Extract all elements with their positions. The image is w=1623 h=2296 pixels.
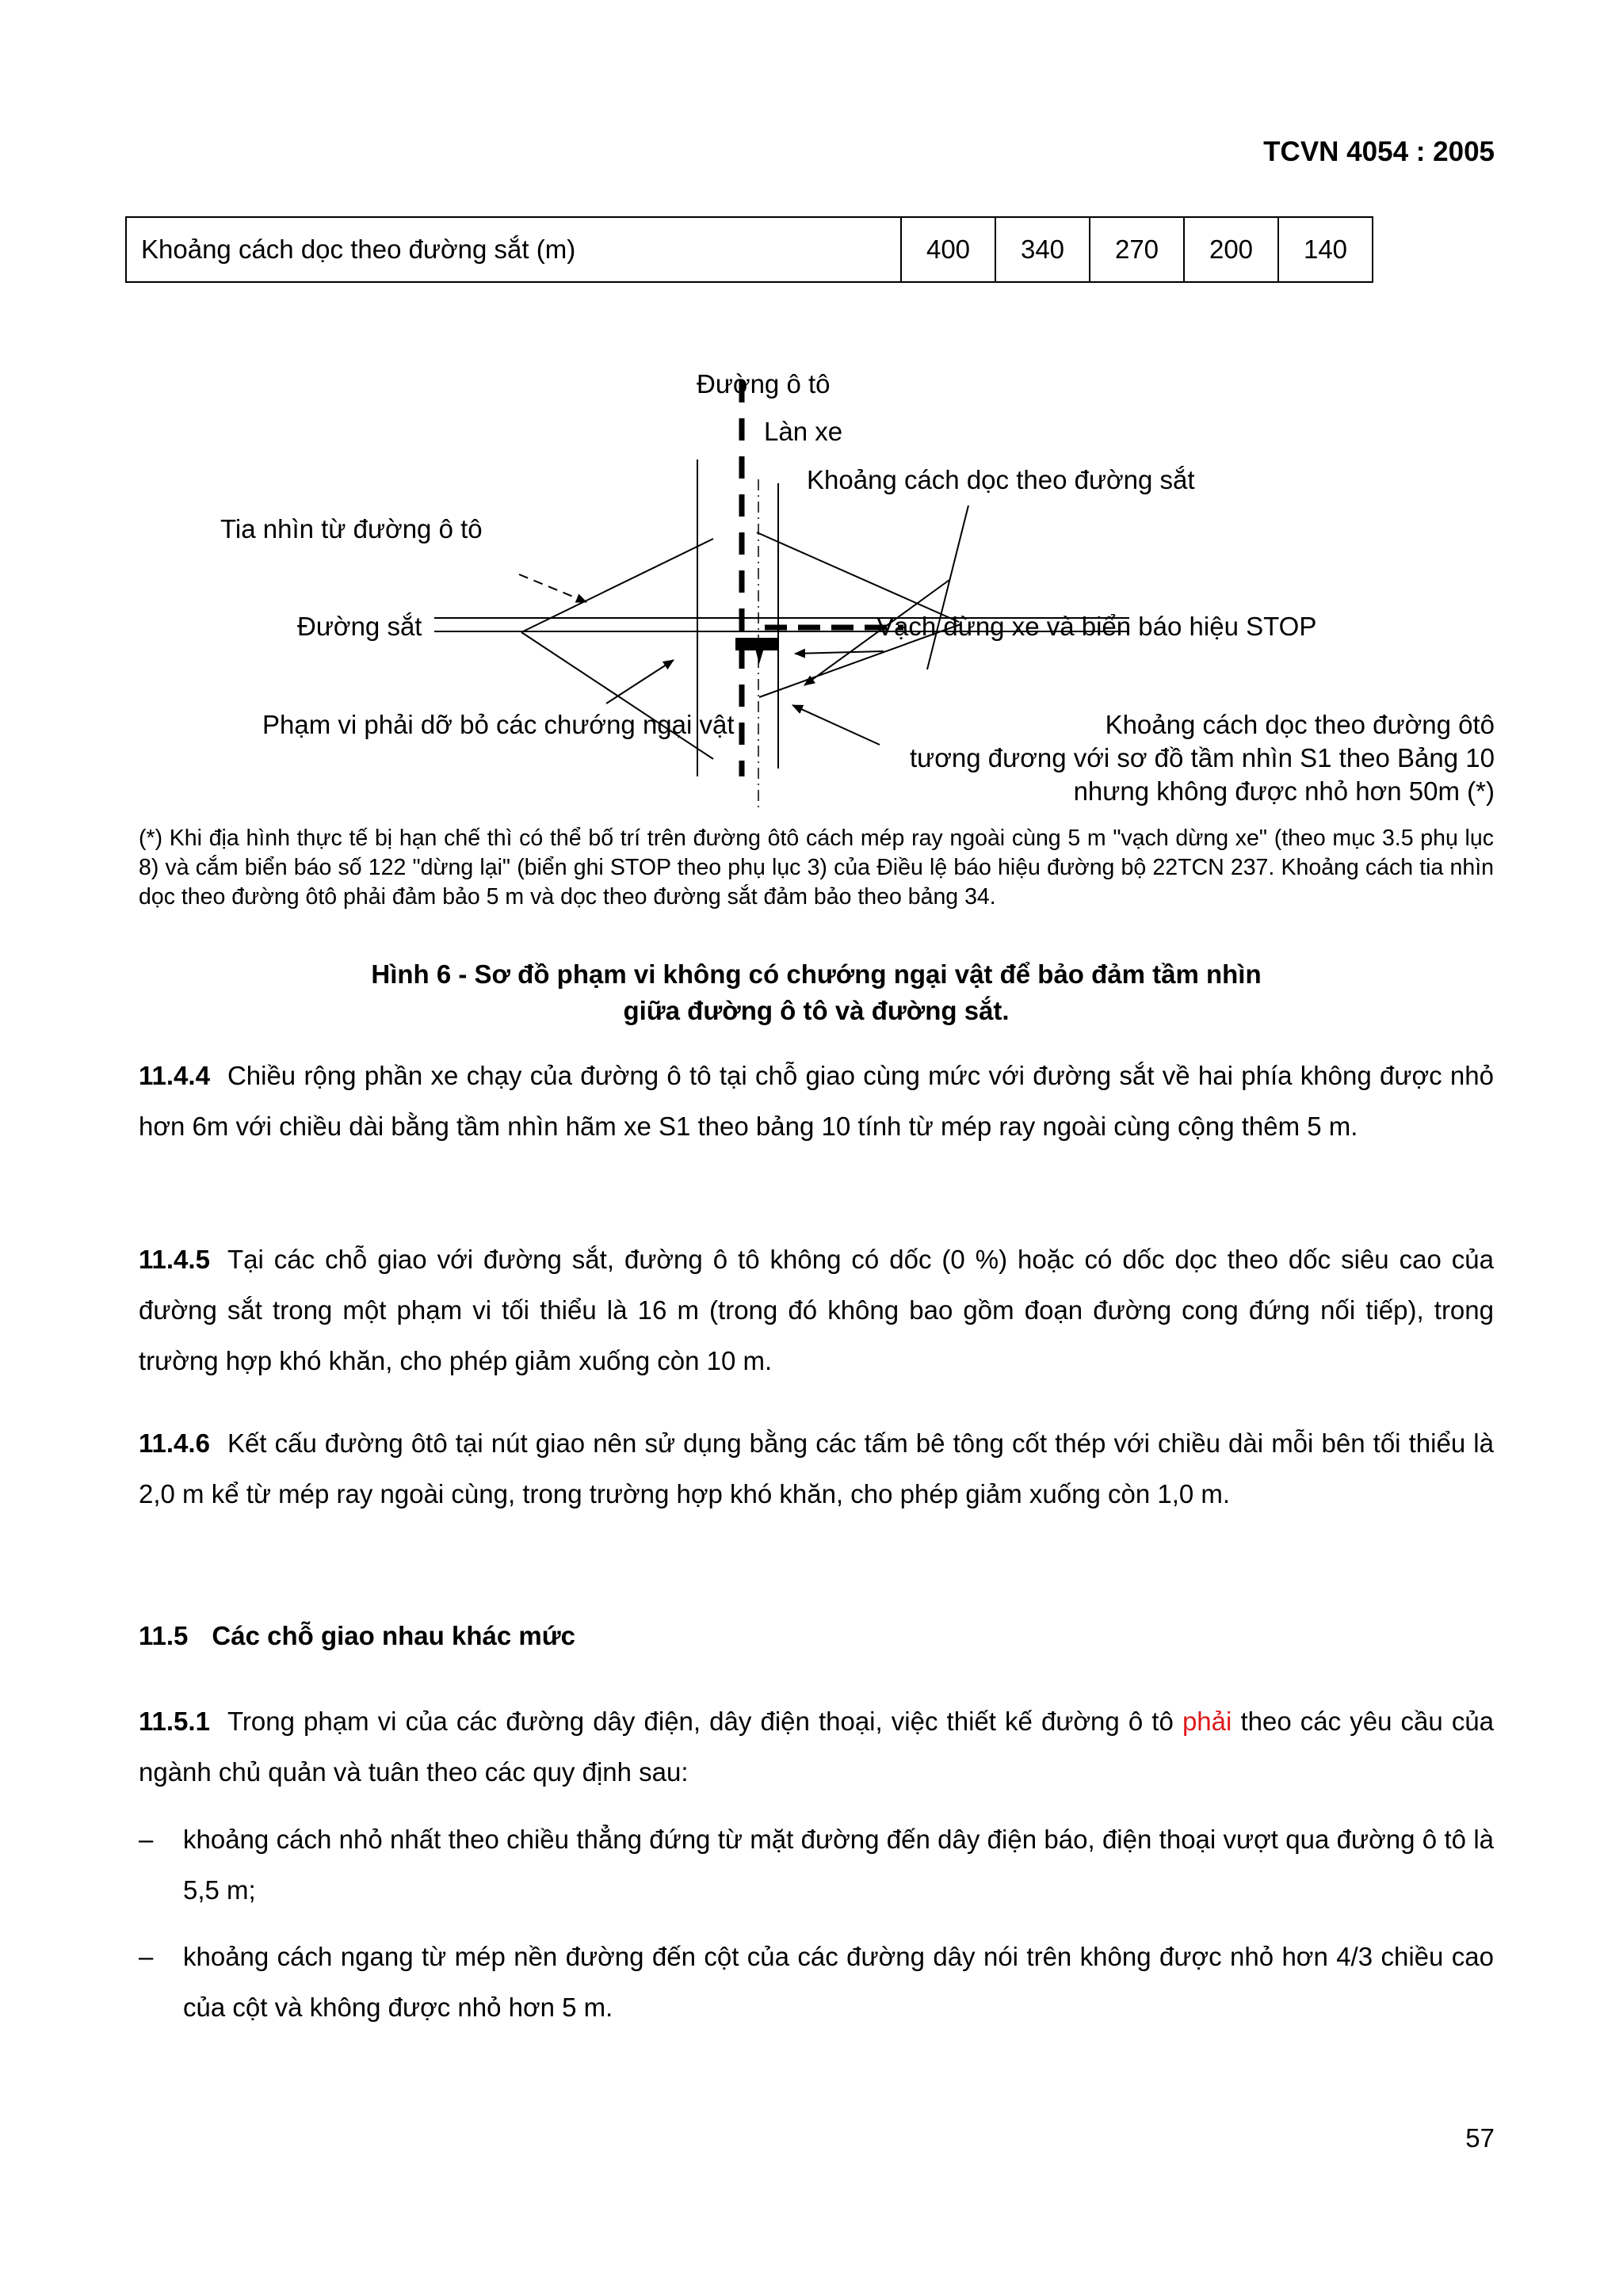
section-number: 11.5 bbox=[139, 1621, 189, 1650]
lane-label: Làn xe bbox=[764, 417, 843, 446]
sight-line bbox=[757, 532, 959, 622]
table-value-cell: 400 bbox=[901, 217, 995, 282]
list-item-text: khoảng cách ngang từ mép nền đường đến cột của các đường dây nói trên không được nhỏ hơn 4/3 chiều cao của cột và không được nhỏ hơn 5 m. bbox=[183, 1942, 1494, 2022]
distance-table bbox=[125, 216, 1373, 283]
railway-label: Đường sắt bbox=[297, 612, 422, 641]
table-row bbox=[126, 217, 1373, 282]
paragraph-text: Chiều rộng phần xe chạy của đường ô tô tại chỗ giao cùng mức với đường sắt về hai phía không được nhỏ hơn 6m với chiều dài bằng tầm nhìn hãm xe S1 theo bảng 10 tính từ mép ray ngoài cùng cộng thêm 5 m. bbox=[139, 1061, 1494, 1141]
road-distance-line3: nhưng không được nhỏ hơn 50m (*) bbox=[1073, 776, 1495, 806]
road-distance-line1: Khoảng cách dọc theo đường ôtô bbox=[1105, 710, 1495, 739]
standard-code: TCVN 4054 : 2005 bbox=[1263, 136, 1495, 167]
list-item-text: khoảng cách nhỏ nhất theo chiều thẳng đứng từ mặt đường đến dây điện báo, điện thoại vượt qua đường ô tô là 5,5 m; bbox=[183, 1825, 1494, 1905]
rail-distance-label: Khoảng cách dọc theo đường sắt bbox=[807, 465, 1195, 494]
stop-line-label: Vạch dừng xe và biển báo hiệu STOP bbox=[876, 612, 1317, 641]
table-value-cell: 140 bbox=[1278, 217, 1373, 282]
table-value-cell: 340 bbox=[995, 217, 1090, 282]
section-heading bbox=[139, 1621, 575, 1651]
callout-line bbox=[519, 574, 586, 602]
list-item bbox=[139, 1814, 1494, 1916]
paragraph-text: Tại các chỗ giao với đường sắt, đường ô tô không có dốc (0 %) hoặc có dốc dọc theo dốc siêu cao của đường sắt trong một phạm vi tối thiểu là 16 m (trong đó không bao gồm đoạn đường cong đứng nối tiếp), trong trường hợp khó khăn, cho phép giảm xuống còn 10 m. bbox=[139, 1245, 1494, 1375]
callout-line bbox=[606, 660, 674, 704]
page-number: 57 bbox=[1465, 2123, 1495, 2153]
paragraph-11-5-1 bbox=[139, 1696, 1494, 1798]
paragraph-11-4-4 bbox=[139, 1051, 1494, 1152]
highlighted-word: phải bbox=[1182, 1707, 1232, 1736]
clearance-label: Phạm vi phải dỡ bỏ các chướng ngại vật bbox=[262, 710, 735, 739]
stop-sign-pointer-icon bbox=[754, 646, 765, 664]
figure-caption bbox=[139, 956, 1494, 1029]
caption-line: giữa đường ô tô và đường sắt. bbox=[623, 996, 1010, 1025]
paragraph-11-4-6 bbox=[139, 1418, 1494, 1520]
road-label: Đường ô tô bbox=[697, 369, 831, 399]
callout-line bbox=[795, 651, 884, 654]
paragraph-text: Trong phạm vi của các đường dây điện, dây điện thoại, việc thiết kế đường ô tô bbox=[227, 1707, 1174, 1736]
clause-number: 11.5.1 bbox=[139, 1707, 210, 1736]
road-distance-line2: tương đương với sơ đồ tầm nhìn S1 theo Bảng 10 bbox=[909, 743, 1495, 772]
caption-line: Hình 6 - Sơ đồ phạm vi không có chướng ngại vật để bảo đảm tầm nhìn bbox=[371, 959, 1262, 989]
section-title: Các chỗ giao nhau khác mức bbox=[212, 1621, 575, 1650]
list-item bbox=[139, 1932, 1494, 2033]
figure-note: (*) Khi địa hình thực tế bị hạn chế thì có thể bố trí trên đường ôtô cách mép ray ngoài cùng 5 m "vạch dừng xe" (theo mục 3.5 phụ lục 8) và cắm biển báo số 122 "dừng lại" (biển ghi STOP theo phụ lục 3) của Điều lệ báo hiệu đường bộ 22TCN 237. Khoảng cách tia nhìn dọc theo đường ôtô phải đảm bảo 5 m và dọc theo đường sắt đảm bảo theo bảng 34. bbox=[139, 826, 1494, 910]
callout-line bbox=[792, 705, 880, 745]
sight-distance-diagram bbox=[0, 349, 1623, 824]
clause-number: 11.4.4 bbox=[139, 1061, 210, 1090]
paragraph-text: Kết cấu đường ôtô tại nút giao nên sử dụng bằng các tấm bê tông cốt thép với chiều dài mỗi bên tối thiểu là 2,0 m kể từ mép ray ngoài cùng, trong trường hợp khó khăn, cho phép giảm xuống còn 1,0 m. bbox=[139, 1428, 1494, 1508]
bullet-dash: – bbox=[139, 1825, 154, 1854]
clause-number: 11.4.6 bbox=[139, 1428, 210, 1458]
bullet-dash: – bbox=[139, 1942, 154, 1971]
paragraph-11-4-5 bbox=[139, 1234, 1494, 1386]
clause-number: 11.4.5 bbox=[139, 1245, 210, 1274]
sight-line-label: Tia nhìn từ đường ô tô bbox=[220, 514, 483, 543]
callout-line bbox=[927, 505, 968, 669]
table-value-cell: 200 bbox=[1184, 217, 1278, 282]
paragraph-text: theo các yêu cầu của ngành chủ quản và tuân theo các quy định sau: bbox=[139, 1707, 1495, 1787]
table-value-cell: 270 bbox=[1090, 217, 1184, 282]
table-label-cell: Khoảng cách dọc theo đường sắt (m) bbox=[126, 217, 901, 282]
